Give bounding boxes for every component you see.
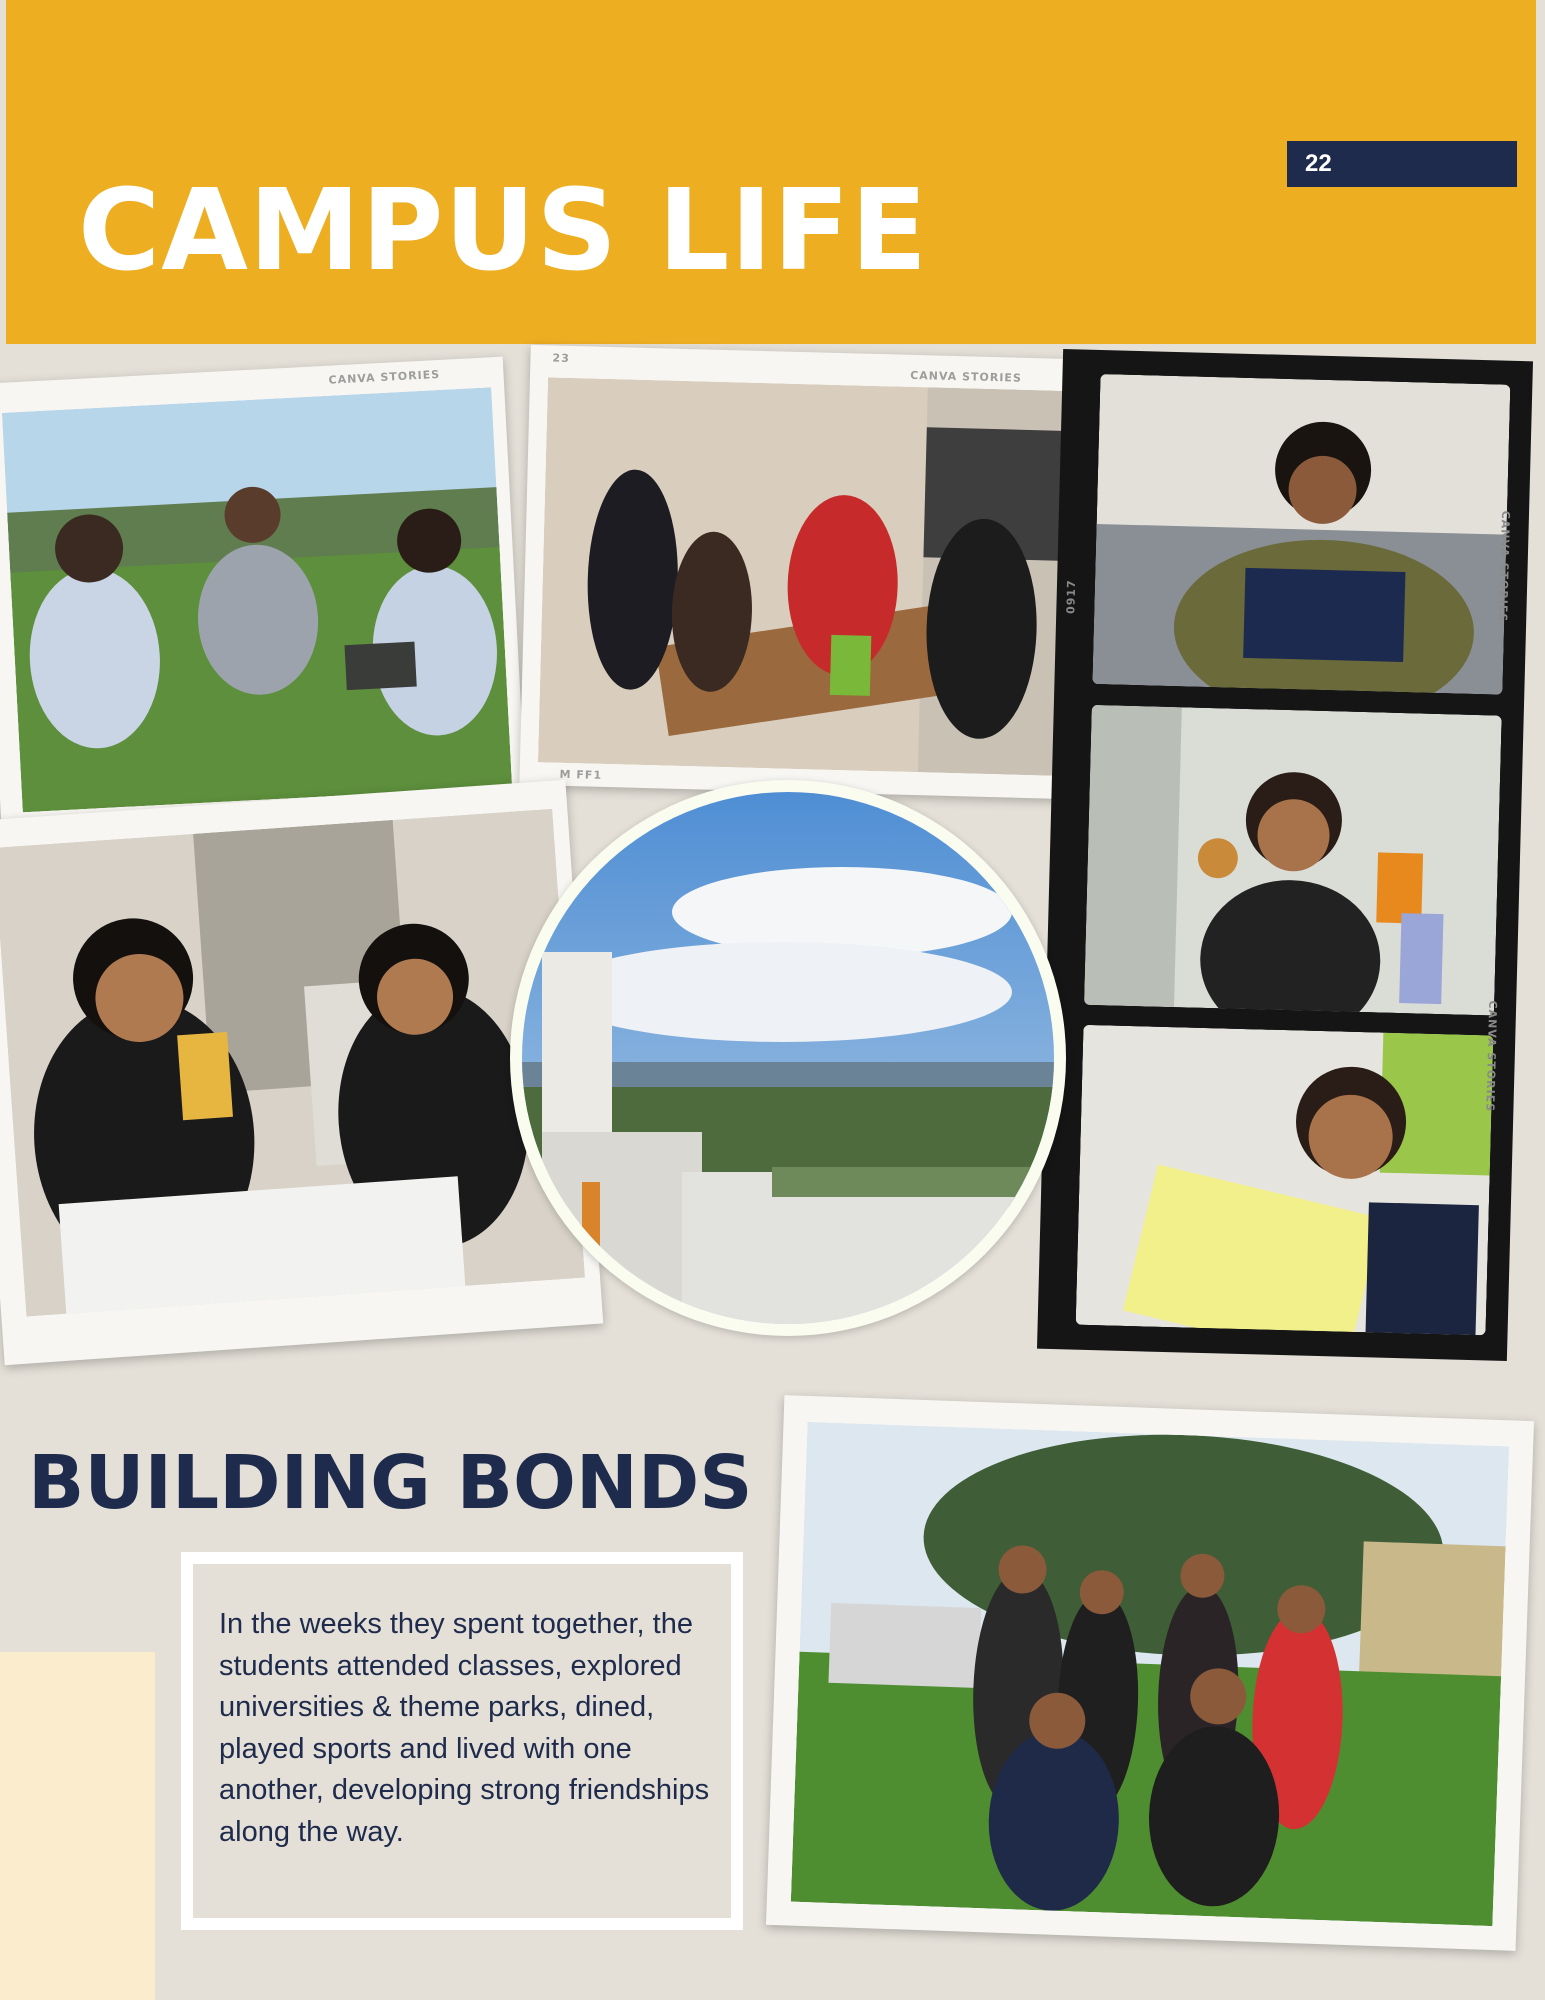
section-text-box (181, 1552, 743, 1930)
photo-button-making-workshop (538, 377, 1063, 775)
film-frame-drawing (1076, 1025, 1494, 1336)
page-title: CAMPUS LIFE (78, 166, 929, 296)
filmstrip (1037, 349, 1533, 1361)
section-title: BUILDING BONDS (28, 1440, 753, 1526)
photo-students-on-lawn (2, 387, 512, 812)
film-frame-ucsd-sweater (1092, 374, 1513, 695)
film-caption-bottom: CANVA STORIES (1483, 1000, 1500, 1113)
film-caption: CANVA STORIES (1496, 510, 1513, 623)
film-frame-snacks (1084, 705, 1502, 1016)
page-number: 22 (1287, 141, 1517, 187)
photo-card-lawn (0, 357, 527, 844)
photo-number: 23 (552, 351, 570, 365)
photo-caption: CANVA STORIES (910, 368, 1023, 385)
film-caption-left: 0917 (1064, 579, 1079, 615)
photo-campus-view (522, 792, 1054, 1324)
photo-caption: CANVA STORIES (328, 367, 441, 387)
photo-group-portrait (791, 1422, 1509, 1926)
photo-caption-bottom: M FF1 (559, 767, 603, 782)
photo-card-workshop (519, 345, 1078, 799)
circle-frame (510, 780, 1066, 1336)
decorative-block (0, 1652, 155, 2000)
photo-card-group (766, 1395, 1534, 1951)
photo-friends-with-drinks (0, 809, 585, 1317)
section-body: In the weeks they spent together, the students attended classes, explored universities & theme parks, dined, played sports and lived with one another, developing strong friendships along the way. (219, 1608, 710, 1848)
